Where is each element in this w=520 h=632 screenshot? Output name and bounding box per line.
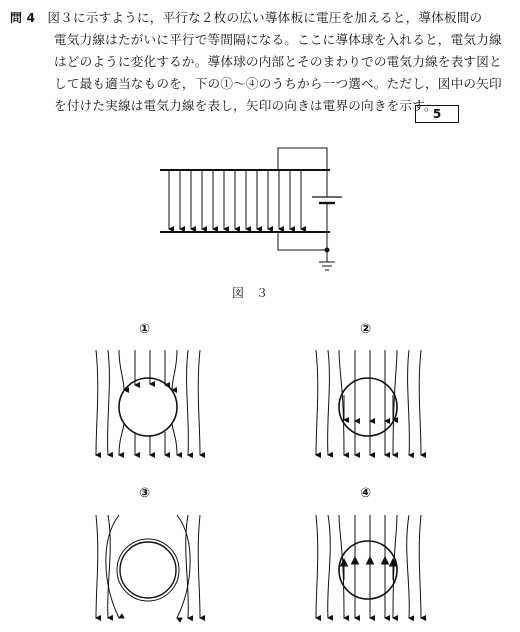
question-number: 問 4 <box>10 11 36 25</box>
figure-caption: 図 ３ <box>232 286 269 300</box>
answer-box[interactable]: 5 <box>415 105 459 123</box>
option-3-diagram[interactable] <box>96 515 200 618</box>
option-4-diagram[interactable] <box>316 515 421 618</box>
option-3-label[interactable]: ③ <box>139 486 151 501</box>
plate-field-lines <box>169 171 301 229</box>
question-line-1: 問 4 図３に示すように，平行な２枚の広い導体板に電圧を加えると，導体板間の <box>10 10 483 25</box>
question-line-3: はどのように変化するか。導体球の内部とそのまわりでの電気力線を表す図と <box>54 54 502 69</box>
junction-dot <box>325 248 329 252</box>
option-1-label[interactable]: ① <box>139 322 151 337</box>
question-line-4: して最も適当なものを，下の①～④のうちから一つ選べ。ただし，図中の矢印 <box>54 76 502 91</box>
option-2-label[interactable]: ② <box>360 322 372 337</box>
ground-icon <box>319 262 335 270</box>
circuit-wire <box>278 148 327 197</box>
option-2-diagram[interactable] <box>316 350 421 455</box>
question-line-5: を付けた実線は電気力線を表し，矢印の向きは電界の向きを示す。 <box>54 98 437 113</box>
option-4-label[interactable]: ④ <box>360 486 372 501</box>
option-1-diagram[interactable] <box>96 350 200 455</box>
parallel-plate-diagram <box>160 148 342 270</box>
question-line-2: 電気力線はたがいに平行で等間隔になる。ここに導体球を入れると，電気力線 <box>54 32 502 47</box>
